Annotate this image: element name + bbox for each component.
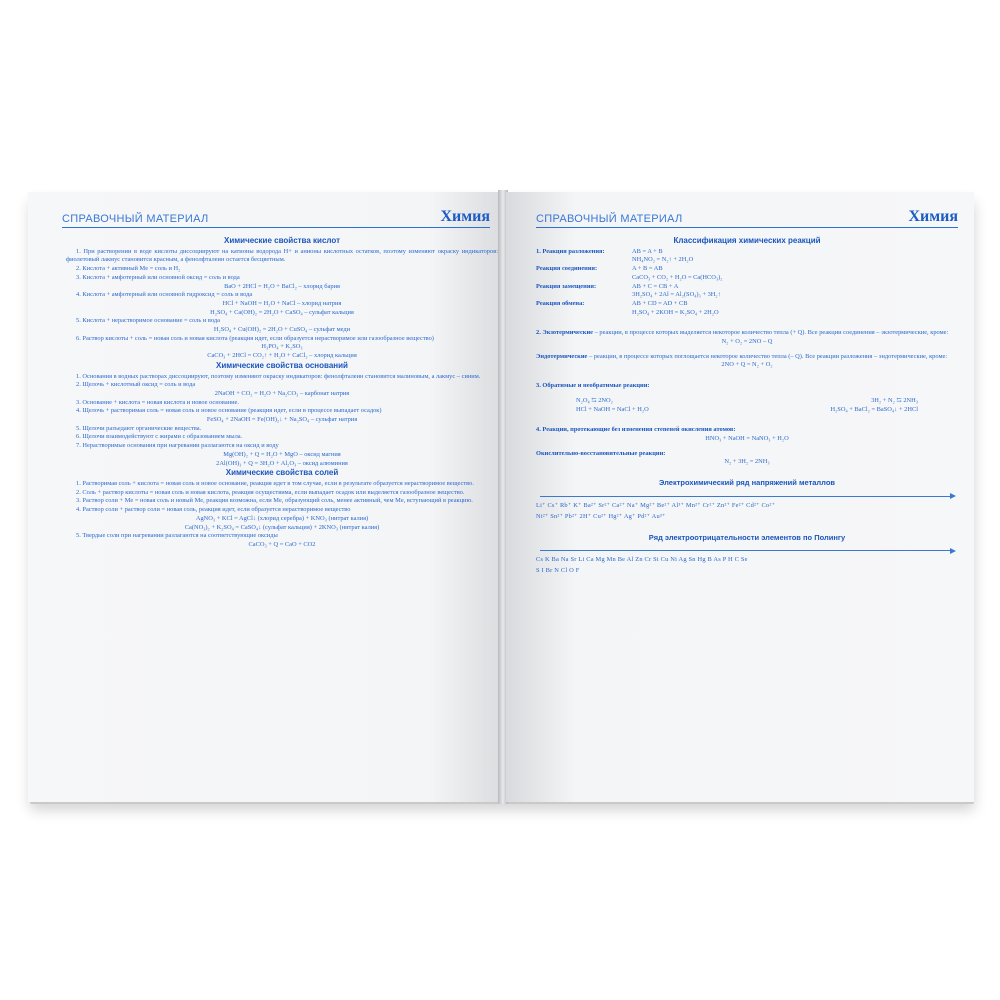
right-page-header (536, 206, 958, 228)
paragraph: 3. Раствор соли + Me = новая соль и новый Me, реакция возможна, если Me, образующий соль, менее активный, чем Me, вступающий в реакцию. (76, 497, 473, 505)
left-page-content (66, 236, 498, 550)
term-exothermic: 2. Экзотермические (536, 329, 593, 337)
reaction-label: Реакция соединения: (536, 265, 598, 273)
formula: HNO₃ + NaOH = NaNO₃ + H₂O (705, 434, 789, 442)
reaction-label: Реакция обмена: (536, 299, 585, 307)
section-title-acids: Химические свойства кислот (224, 236, 340, 245)
header-label: СПРАВОЧНЫЙ МАТЕРИАЛ (536, 213, 683, 225)
paragraph: 2. Щелочь + кислотный оксид = соль и вода (76, 381, 196, 389)
paragraph: 1. При растворении в воде кислоты диссоциируют на катионы водорода H+ и анионы кислотных остатков, поэтому изменяют окраску индикаторов: фиолетовый лакмус становится красным, а фенолфталеин остается бесцветным. (66, 247, 498, 264)
reaction-row-exchange (536, 300, 958, 309)
section-title-salts: Химические свойства солей (225, 468, 339, 478)
subsection-title: 3. Обратимые и необратимые реакции: (536, 382, 650, 390)
paragraph: 5. Кислота + нерастворимое основание = соль и вода (76, 317, 220, 325)
series-arrow (540, 491, 952, 497)
formula: 3H₂SO₄ + 2Al = Al₂(SO₄)₃ + 3H₂↑ (632, 291, 721, 299)
right-page-content (536, 236, 958, 576)
paragraph: 4. Кислота + амфотерный или основной гидроксид = соль и вода (76, 291, 253, 299)
left-page-header (62, 206, 490, 228)
paragraph: 2. Соль + раствор кислоты = новая соль и новая кислота, реакция осуществима, если выпадает осадок или выделяется газообразное вещество. (76, 488, 465, 496)
definition-text: – реакции, в процессе которых поглощается некоторое количество тепла (– Q). Все реакции разложения – эндотермические, кроме: (587, 352, 948, 360)
formula: AgNO₃ + KCl = AgCl↓ (хлорид серебра) + KNO₃ (нитрат калия) (195, 514, 369, 522)
formula: H₃PO₄ + K₂SO₃ (261, 343, 303, 351)
formula: Mg(OH)₂ + Q = H₂O + MgO – оксид магния (223, 450, 341, 458)
formula: FeSO₄ + 2NaOH = Fe(OH)₂↓ + Na₂SO₄ – сульфат натрия (206, 416, 358, 424)
paragraph: 1. Основания в водных растворах диссоциируют, поэтому изменяют окраску индикаторов: фенолфталеин становится малиновым, а лакмус – синим. (76, 372, 481, 380)
reaction-scheme: AB = A + B (632, 247, 663, 255)
formula: CaCO₃ + Q = CaO + CO2 (248, 540, 316, 548)
formula: 3H₂ + N₂ ⇆ 2NH₃ (871, 396, 918, 404)
formula: CaCO₃ + 2HCl = CO₂↑ + H₂O + CaCl₂ – хлорид кальция (207, 352, 357, 360)
paragraph-exothermic (536, 329, 958, 338)
header-subject: Химия (908, 208, 958, 225)
metals-series-row: Ni²⁺ Sn²⁺ Pb²⁺ 2H⁺ Cu²⁺ Hg²⁺ Ag⁺ Pd²⁺ Au³⁺ (536, 512, 666, 520)
paragraph: 7. Нерастворимые основания при нагревании разлагаются на оксид и воду (76, 442, 279, 450)
reaction-scheme: A + B = AB (632, 265, 663, 273)
subsection-title: 4. Реакции, протекающие без изменения степеней окисления атомов: (536, 426, 736, 434)
reaction-label: 1. Реакция разложения: (536, 247, 605, 255)
formula: H₂SO₄ + Cu(OH)₂ = 2H₂O + CuSO₄ – сульфат меди (213, 326, 351, 334)
header-subject: Химия (440, 208, 490, 225)
paragraph: 2. Кислота + активный Me = соль и H₂ (76, 265, 181, 273)
paragraph: 3. Основание + кислота = новая кислота и новое основание. (76, 398, 239, 406)
subsection-title: Окислительно-восстановительные реакции: (536, 449, 666, 457)
electronegativity-title: Ряд электроотрицательности элементов по Полингу (648, 532, 846, 542)
paragraph: 5. Щелочи разъедают органические вещества. (76, 424, 202, 432)
formula: N₂ + O₂ = 2NO – Q (721, 338, 773, 346)
formula: CaCO₃ + CO₂ + H₂O = Ca(HCO₃)₂ (632, 273, 723, 281)
formula: NH₄NO₂ = N₂↑ + 2H₂O (632, 256, 694, 264)
formula: Ca(NO₃)₂ + K₂SO₄ = CaSO₄↓ (сульфат кальция) + 2KNO₃ (нитрат калия) (184, 523, 380, 531)
definition-text: – реакции, в процессе которых выделяется некоторое количество тепла (+ Q). Все реакции соединения – экзотермические, кроме: (593, 329, 949, 337)
formula: H₂SO₄ + BaCl₂ = BaSO₄↓ + 2HCl (830, 405, 918, 413)
paragraph: 3. Кислота + амфотерный или основной оксид = соль и вода (76, 273, 240, 281)
electronegativity-row: Cs K Ba Na Sr Li Ca Mg Mn Be Al Zn Cr Si Cu Ni Ag Sn Hg B As P H C Se (536, 556, 748, 564)
paragraph: 6. Щелочи взаимодействуют с жирами с образованием мыла. (76, 433, 243, 441)
formula: HCl + NaOH = H₂O + NaCl – хлорид натрия (222, 299, 342, 307)
series-arrow (540, 545, 952, 551)
reaction-row-substitution (536, 283, 958, 292)
formula-pair (536, 406, 958, 415)
left-page (28, 192, 500, 802)
formula: H₂SO₄ + 2KOH = K₂SO₄ + 2H₂O (632, 308, 719, 316)
reaction-scheme: AB + C = CB + A (632, 282, 679, 290)
right-page (506, 192, 974, 802)
formula: BaO + 2HCl = H₂O + BaCl₂ – хлорид бария (224, 282, 340, 290)
reaction-row-combination (536, 265, 958, 274)
paragraph: 1. Растворимая соль + кислота = новая соль и новое основание, реакция идет в том случае, если в результате образуется нерастворимое вещество. (76, 479, 474, 487)
term-endothermic: Эндотермические (536, 352, 588, 360)
reaction-label: Реакция замещения: (536, 282, 597, 290)
section-title-classification: Классификация химических реакций (673, 236, 821, 245)
formula: 2Al(OH)₃ + Q = 3H₂O + Al₂O₃ – оксид алюминия (216, 459, 348, 467)
section-title-bases: Химические свойства оснований (216, 360, 348, 370)
paragraph: 4. Щелочь + растворимая соль = новая соль и новое основание (реакция идет, если в процессе выпадает осадок) (76, 407, 382, 415)
electronegativity-row: S I Br N Cl O F (536, 567, 580, 575)
header-label: СПРАВОЧНЫЙ МАТЕРИАЛ (62, 213, 209, 225)
formula-pair (536, 397, 958, 406)
metals-series-row: Li⁺ Cs⁺ Rb⁺ K⁺ Ba²⁺ Sr²⁺ Ca²⁺ Na⁺ Mg²⁺ Be²⁺ Al³⁺ Mn²⁺ Cr²⁺ Zn²⁺ Fe²⁺ Cd²⁺ Co²⁺ (536, 501, 776, 509)
metals-series-title: Электрохимический ряд напряжений металлов (658, 478, 836, 488)
reaction-scheme: AB + CD = AD + CB (632, 299, 688, 307)
paragraph: 5. Твердые соли при нагревании разлагаются на соответствующие оксиды (76, 532, 278, 540)
formula: N₂ + 3H₂ = 2NH₃ (724, 458, 770, 466)
reaction-row-decomposition (536, 248, 958, 257)
formula: 2NO + Q = N₂ + O₂ (721, 361, 773, 369)
paragraph: 6. Раствор кислоты + соль = новая соль и новая кислота (реакция идет, если образуется нерастворимое или газообразное вещество) (76, 334, 434, 342)
formula: N₂O₄ ⇆ 2NO₂ (576, 396, 613, 404)
formula: H₂SO₄ + Ca(OH)₂ = 2H₂O + CaSO₄ – сульфат кальция (210, 308, 354, 316)
formula: 2NaOH + CO₂ = H₂O + Na₂CO₃ – карбонат натрия (214, 389, 350, 397)
formula: HCl + NaOH = NaCl + H₂O (576, 405, 649, 413)
paragraph-endothermic (536, 353, 958, 362)
paragraph: 4. Раствор соли + раствор соли = новая соль, реакция идет, если образуется нерастворимое вещество (76, 506, 351, 514)
